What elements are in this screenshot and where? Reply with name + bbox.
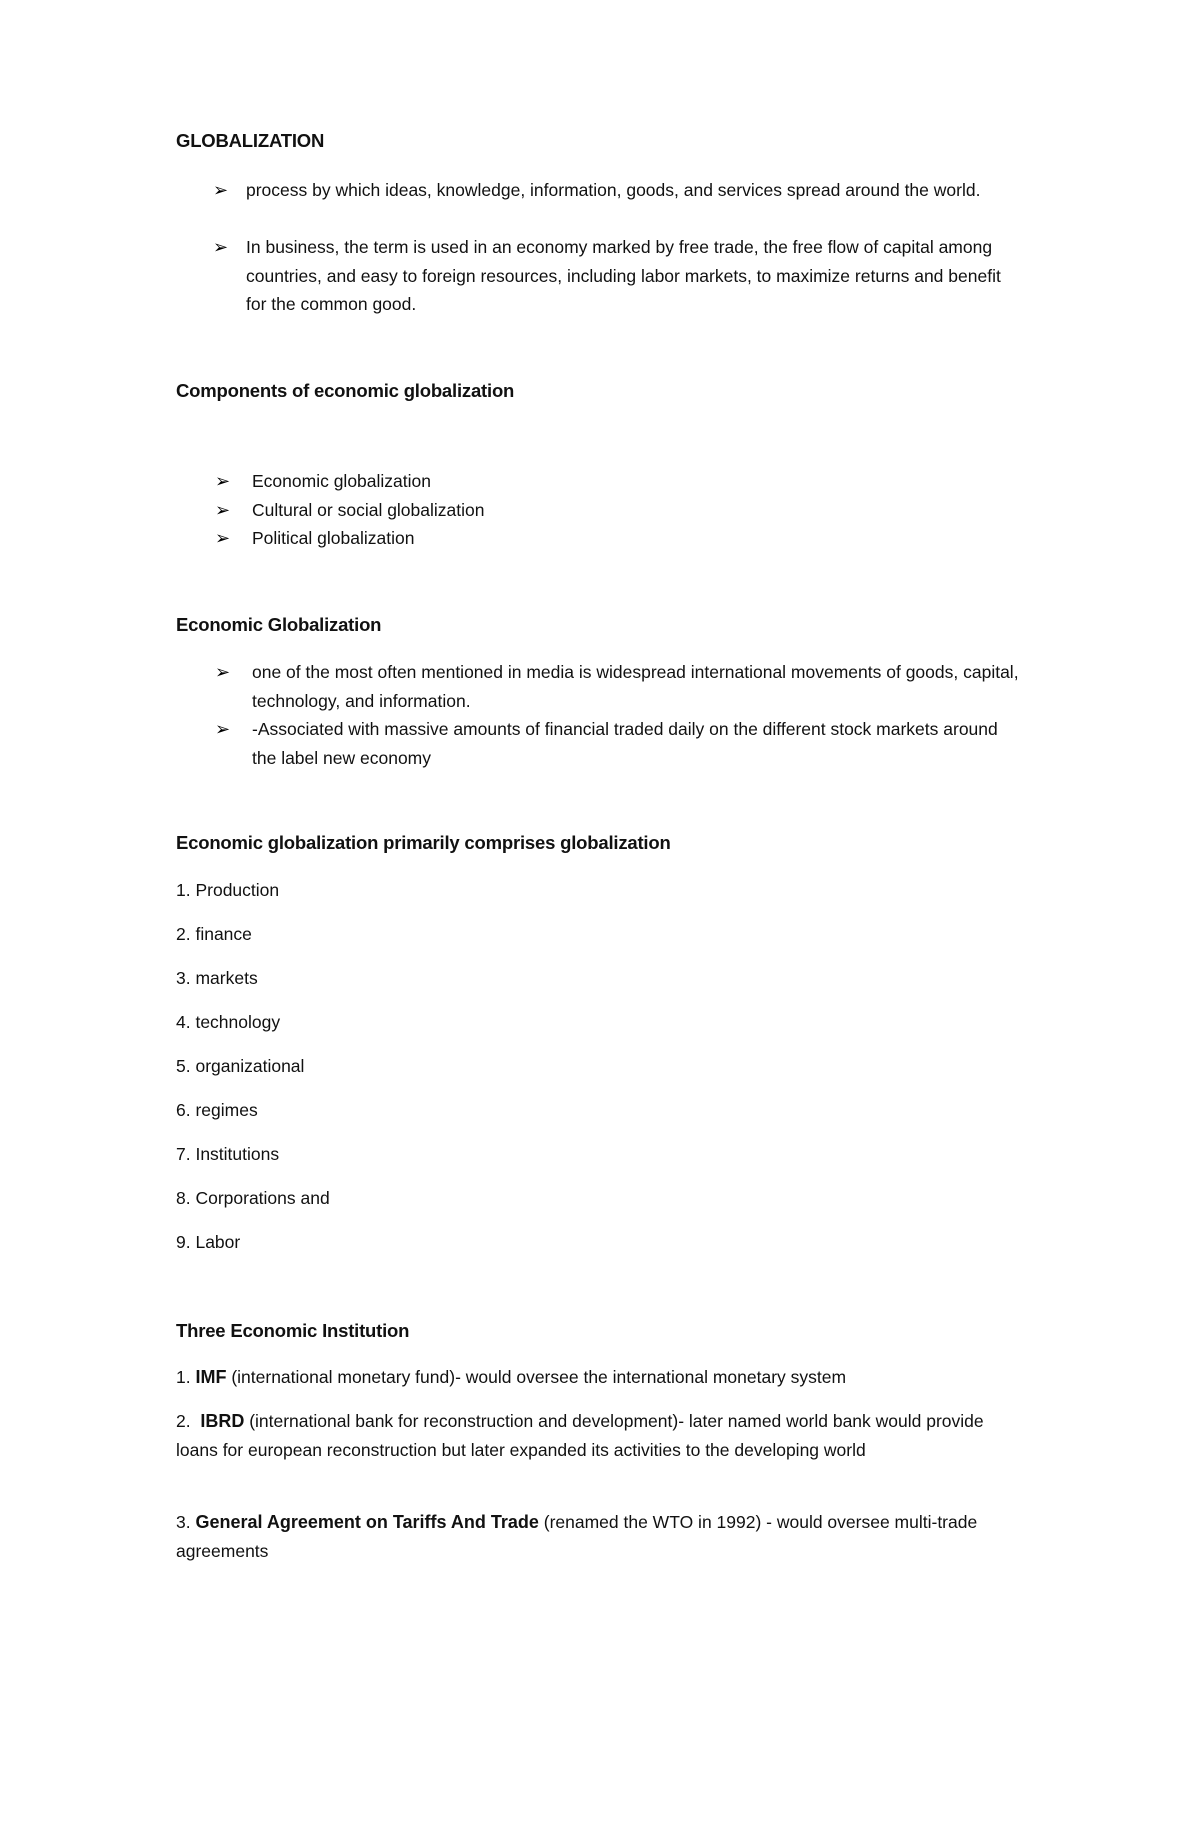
bullet-text: Political globalization	[252, 528, 415, 548]
bullet-text: In business, the term is used in an economy marked by free trade, the free flow of capital among countries, and easy to foreign resources, including labor markets, to maximize returns and benefit for the common good.	[246, 237, 1001, 314]
arrow-bullet-icon: ➢	[215, 719, 231, 739]
institution-desc: (international bank for reconstruction and development)- later named world bank would provide loans for european reconstruction but later expanded its activities to the developing world	[176, 1411, 984, 1460]
list-item: 4. technology	[176, 1012, 281, 1032]
arrow-bullet-icon: ➢	[213, 237, 229, 257]
list-item: 7. Institutions	[176, 1144, 280, 1164]
list-item: 6. regimes	[176, 1100, 258, 1120]
heading-components: Components of economic globalization	[176, 380, 515, 401]
list-item: 5. organizational	[176, 1056, 305, 1076]
list-item: 1. Production	[176, 880, 280, 900]
list-item	[215, 658, 1022, 715]
heading-globalization: GLOBALIZATION	[176, 130, 325, 151]
institution-item-gatt	[176, 1508, 1021, 1565]
list-item	[215, 715, 1012, 772]
arrow-bullet-icon: ➢	[215, 662, 231, 682]
institution-number: 1.	[176, 1367, 196, 1387]
institution-name: IBRD	[200, 1411, 245, 1431]
heading-comprises: Economic globalization primarily comprises globalization	[176, 832, 671, 853]
bullet-text: -Associated with massive amounts of financial traded daily on the different stock markets around the label new economy	[252, 719, 998, 768]
institution-item-imf	[176, 1363, 1021, 1392]
institution-name: General Agreement on Tariffs And Trade	[195, 1512, 539, 1532]
heading-institutions: Three Economic Institution	[176, 1320, 410, 1341]
institution-number: 3.	[176, 1512, 196, 1532]
list-item	[215, 496, 952, 525]
bullet-text: Cultural or social globalization	[252, 500, 485, 520]
institution-desc: (international monetary fund)- would oversee the international monetary system	[226, 1367, 847, 1387]
heading-economic-globalization: Economic Globalization	[176, 614, 382, 635]
list-item: 8. Corporations and	[176, 1188, 330, 1208]
list-item	[213, 233, 1026, 319]
list-item: 2. finance	[176, 924, 252, 944]
list-item	[215, 467, 952, 496]
list-item	[215, 524, 952, 553]
institution-number: 2.	[176, 1411, 201, 1431]
bullet-text: Economic globalization	[252, 471, 431, 491]
list-item	[213, 176, 1026, 205]
institution-item-ibrd	[176, 1407, 1021, 1464]
list-item: 9. Labor	[176, 1232, 241, 1252]
arrow-bullet-icon: ➢	[215, 500, 231, 520]
arrow-bullet-icon: ➢	[215, 471, 231, 491]
arrow-bullet-icon: ➢	[215, 528, 231, 548]
list-item: 3. markets	[176, 968, 258, 988]
arrow-bullet-icon: ➢	[213, 180, 229, 200]
bullet-text: one of the most often mentioned in media is widespread international movements of goods, capital, technology, and information.	[252, 662, 1019, 711]
bullet-text: process by which ideas, knowledge, information, goods, and services spread around the world.	[246, 180, 981, 200]
institution-desc: (renamed the WTO in 1992) - would oversee multi-trade agreements	[176, 1512, 978, 1561]
institution-name: IMF	[195, 1367, 227, 1387]
